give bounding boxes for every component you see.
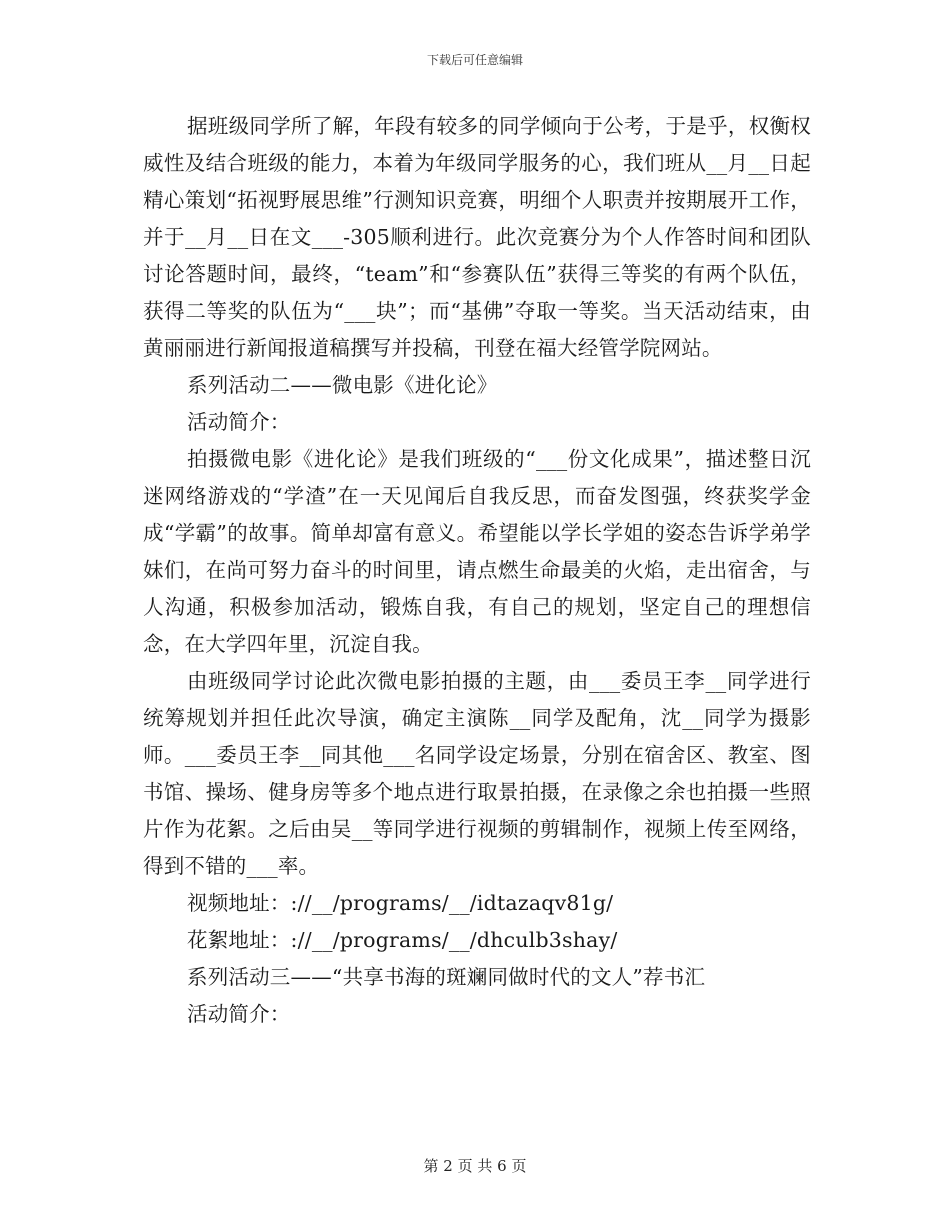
- section-heading-activity-three: 系列活动三——“共享书海的斑斓同做时代的文人”荐书汇: [187, 965, 706, 989]
- page-header: 下载后可任意编辑: [426, 53, 523, 67]
- section-heading-activity-two: 系列活动二——微电影《进化论》: [187, 373, 498, 397]
- activity-intro-label-three: 活动简介：: [187, 1002, 291, 1026]
- document-body: [143, 108, 811, 1033]
- activity-intro-label: 活动简介：: [187, 410, 291, 434]
- page-footer: 第 2 页 共 6 页: [423, 1157, 527, 1175]
- extras-address: 花絮地址：://__/programs/__/dhculb3shay/: [187, 928, 618, 952]
- paragraph-film-production: 由班级同学讨论此次微电影拍摄的主题，由___委员王李__同学进行统筹规划并担任此次导演，确定主演陈__同学及配角，沈__同学为摄影师。___委员王李__同其他___名同学设定场景，分别在宿舍区、教室、图书馆、操场、健身房等多个地点进行取景拍摄，在录像之余也拍摄一些照片作为花絮。之后由吴__等同学进行视频的剪辑制作，视频上传至网络，得到不错的___率。: [143, 669, 811, 878]
- paragraph-micro-film: 拍摄微电影《进化论》是我们班级的“___份文化成果”，描述整日沉迷网络游戏的“学渣”在一天见闻后自我反思，而奋发图强，终获奖学金成“学霸”的故事。简单却富有意义。希望能以学长学姐的姿态告诉学弟学妹们，在尚可努力奋斗的时间里，请点燃生命最美的火焰，走出宿舍，与人沟通，积极参加活动，锻炼自我，有自己的规划，坚定自己的理想信念，在大学四年里，沉淀自我。: [143, 447, 811, 656]
- video-address: 视频地址：://__/programs/__/idtazaqv81g/: [187, 891, 614, 915]
- paragraph-competition: 据班级同学所了解，年段有较多的同学倾向于公考，于是乎，权衡权威性及结合班级的能力，本着为年级同学服务的心，我们班从__月__日起精心策划“拓视野展思维”行测知识竞赛，明细个人职责并按期展开工作，并于__月__日在文___-305顺利进行。此次竞赛分为个人作答时间和团队讨论答题时间，最终，“team”和“参赛队伍”获得三等奖的有两个队伍，获得二等奖的队伍为“___块”；而“基佛”夺取一等奖。当天活动结束，由黄丽丽进行新闻报道稿撰写并投稿，刊登在福大经管学院网站。: [143, 114, 811, 360]
